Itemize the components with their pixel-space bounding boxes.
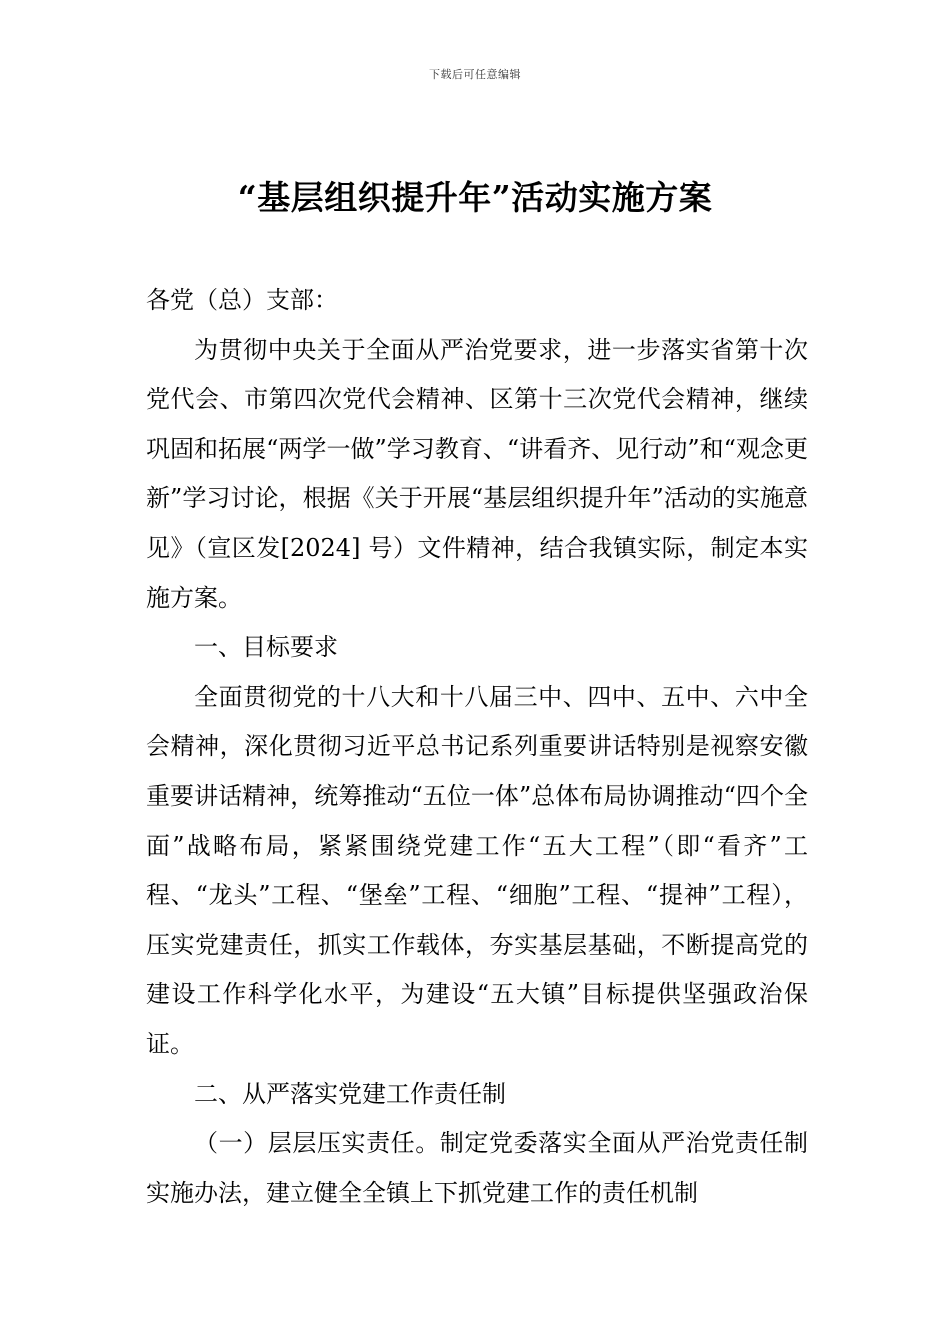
section-heading-responsibility: 二、从严落实党建工作责任制 [194, 1079, 506, 1108]
salutation: 各党（总）支部： [146, 286, 338, 314]
document-title: “基层组织提升年”活动实施方案 [237, 178, 713, 217]
paragraph-responsibility: （一）层层压实责任。制定党委落实全面从严治党责任制实施办法，建立健全全镇上下抓党建工作的责任机制 [146, 1129, 808, 1207]
paragraph-intro: 为贯彻中央关于全面从严治党要求，进一步落实省第十次党代会、市第四次党代会精神、区第十三次党代会精神，继续巩固和拓展“两学一做”学习教育、“讲看齐、见行动”和“观念更新”学习讨论，根据《关于开展“基层组织提升年”活动的实施意见》（宣区发[2024] 号）文件精神，结合我镇实际，制定本实施方案。 [146, 335, 808, 612]
section-heading-goals: 一、目标要求 [194, 633, 338, 662]
document-body [146, 276, 808, 1218]
header-note: 下载后可任意编辑 [429, 68, 521, 81]
paragraph-goals: 全面贯彻党的十八大和十八届三中、四中、五中、六中全会精神，深化贯彻习近平总书记系列重要讲话特别是视察安徽重要讲话精神，统筹推动“五位一体”总体布局协调推动“四个全面”战略布局，紧紧围绕党建工作“五大工程”（即“看齐”工程、“龙头”工程、“堡垒”工程、“细胞”工程、“提神”工程），压实党建责任，抓实工作载体，夯实基层基础，不断提高党的建设工作科学化水平，为建设“五大镇”目标提供坚强政治保证。 [146, 682, 808, 1058]
